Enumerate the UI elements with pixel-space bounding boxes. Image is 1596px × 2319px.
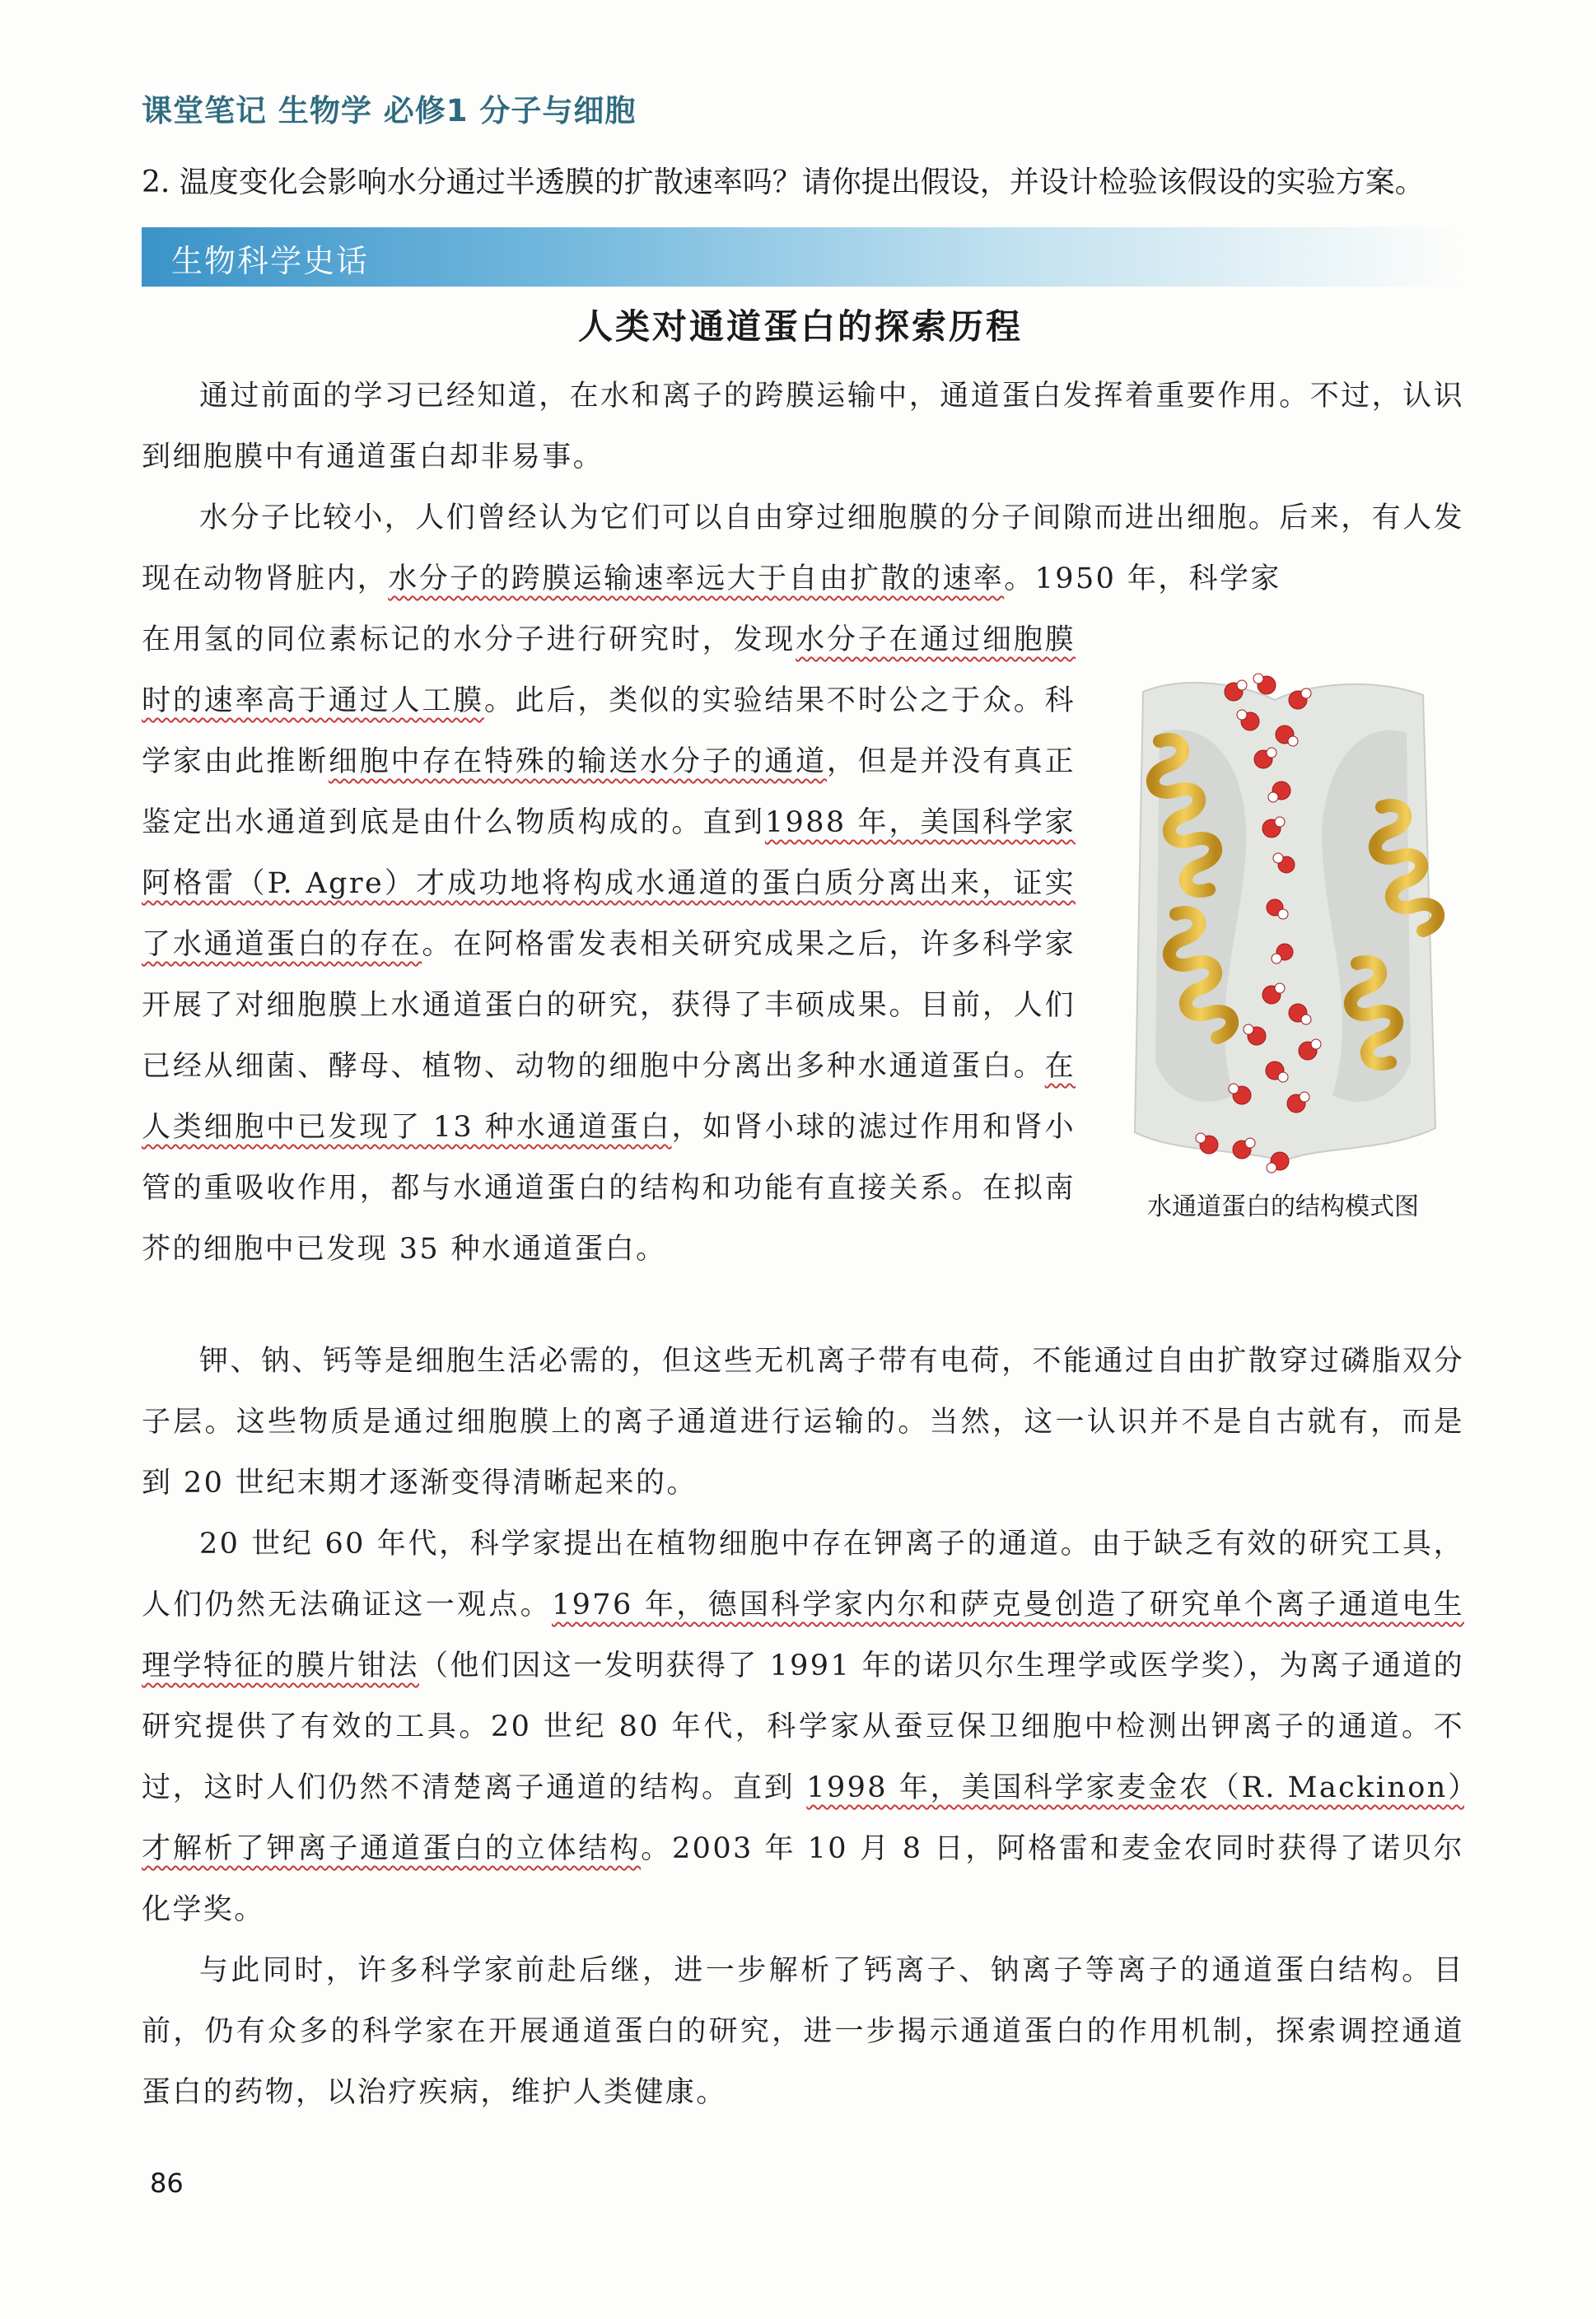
highlight-water-transport-rate: 水分子的跨膜运输速率远大于自由扩散的速率	[388, 562, 1005, 595]
paragraph-5-text-c: 。2003 年 10 月 8 日，阿格雷和麦金农同时获得了诺贝尔化学奖。	[142, 1832, 1464, 1926]
paragraph-5-text-b: （他们因这一发明获得了 1991 年的诺贝尔生理学或医学奖），为离子通道的研究提供了有效的工具。20 世纪 80 年代，科学家从蚕豆保卫细胞中检测出钾离子的通道。不过，这时人们仍然不清楚离子通道的结构。直到	[142, 1649, 1464, 1804]
exercise-question: 2. 温度变化会影响水分通过半透膜的扩散速率吗？请你提出假设，并设计检验该假设的实验方案。	[142, 166, 1425, 199]
aquaporin-structure-illustration	[1110, 667, 1456, 1178]
book-header: 课堂笔记 生物学 必修1 分子与细胞	[142, 93, 637, 128]
highlight-membrane-rate: 水分子在通过细胞膜时的速率高于通过人工膜	[142, 623, 1076, 717]
paragraph-5-text-a: 20 世纪 60 年代，科学家提出在植物细胞中存在钾离子的通道。由于缺乏有效的研究工具，人们仍然无法确证这一观点。	[142, 1528, 1464, 1621]
figure-caption: 水通道蛋白的结构模式图	[1147, 1192, 1419, 1221]
paragraph-3-text-e: ，如肾小球的滤过作用和肾小管的重吸收作用，都与水通道蛋白的结构和功能有直接关系。在拟南芥的细胞中已发现 35 种水通道蛋白。	[142, 1111, 1076, 1266]
paragraph-6: 与此同时，许多科学家前赴后继，进一步解析了钙离子、钠离子等离子的通道蛋白结构。目前，仍有众多的科学家在开展通道蛋白的研究，进一步揭示通道蛋白的作用机制，探索调控通道蛋白的药物，以治疗疾病，维护人类健康。	[142, 1954, 1464, 2109]
highlight-patch-clamp: 1976 年，德国科学家内尔和萨克曼创造了研究单个离子通道电生理学特征的膜片钳法	[142, 1589, 1464, 1682]
highlight-mackinnon-1998: 1998 年，美国科学家麦金农（R. Mackinon）才解析了钾离子通道蛋白的立体结构	[142, 1771, 1464, 1865]
paragraph-3-text-b: 。此后，类似的实验结果不时公之于众。科学家由此推断	[142, 684, 1076, 778]
highlight-water-channel: 细胞中存在特殊的输送水分子的通道	[328, 745, 827, 778]
paragraph-5	[142, 1514, 1464, 1940]
paragraph-1: 通过前面的学习已经知道，在水和离子的跨膜运输中，通道蛋白发挥着重要作用。不过，认识到细胞膜中有通道蛋白却非易事。	[142, 380, 1464, 474]
paragraph-3	[142, 609, 1076, 1280]
paragraph-3-text-a: 在用氢的同位素标记的水分子进行研究时，发现	[142, 623, 796, 656]
paragraph-4: 钾、钠、钙等是细胞生活必需的，但这些无机离子带有电荷，不能通过自由扩散穿过磷脂双分子层。这些物质是通过细胞膜上的离子通道进行运输的。当然，这一认识并不是自古就有，而是到 20 世纪末期才逐渐变得清晰起来的。	[142, 1345, 1464, 1500]
highlight-13-aquaporins: 在人类细胞中已发现了 13 种水通道蛋白	[142, 1050, 1076, 1144]
highlight-agre-1988: 1988 年，美国科学家阿格雷（P. Agre）才成功地将构成水通道的蛋白质分离出来，证实了水通道蛋白的存在	[142, 806, 1076, 961]
paragraph-3-text-d: 。在阿格雷发表相关研究成果之后，许多科学家开展了对细胞膜上水通道蛋白的研究，获得了丰硕成果。目前，人们已经从细菌、酵母、植物、动物的细胞中分离出多种水通道蛋白。	[142, 928, 1076, 1083]
aquaporin-figure	[1110, 667, 1456, 1178]
paragraph-3-text-c: ，但是并没有真正鉴定出水通道到底是由什么物质构成的。直到	[142, 745, 1076, 839]
page-number: 86	[150, 2167, 184, 2199]
section-banner-label: 生物科学史话	[171, 243, 370, 279]
paragraph-2	[142, 488, 1464, 609]
paragraph-2-text-b: 。1950 年，科学家	[1004, 562, 1281, 595]
section-banner	[142, 227, 1459, 287]
article-title: 人类对通道蛋白的探索历程	[577, 306, 1023, 347]
paragraph-2-text-a: 水分子比较小，人们曾经认为它们可以自由穿过细胞膜的分子间隙而进出细胞。后来，有人发现在动物肾脏内，	[142, 502, 1464, 595]
